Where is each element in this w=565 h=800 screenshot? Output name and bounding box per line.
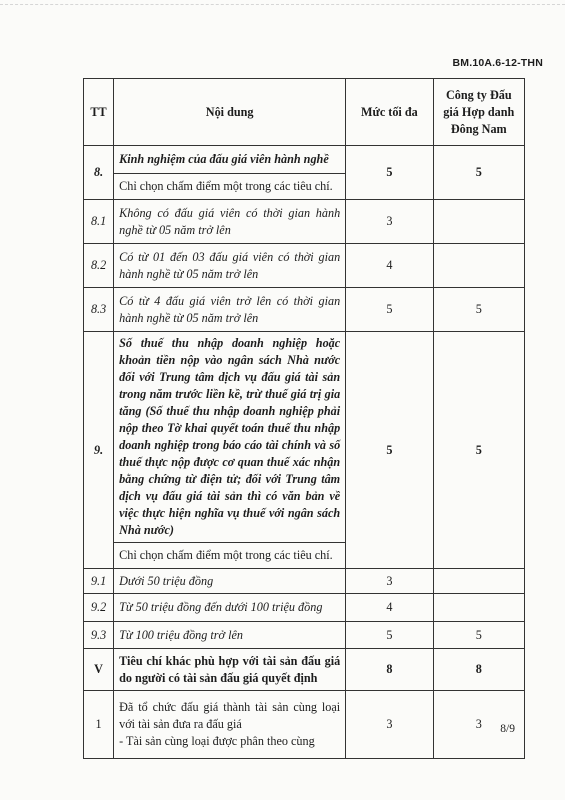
table-row — [84, 332, 525, 543]
row-1-tt: 1 — [84, 691, 114, 759]
table-row — [84, 691, 525, 759]
row-8-max: 5 — [346, 146, 433, 200]
scoring-table — [83, 78, 525, 759]
row-9-3-max: 5 — [346, 622, 433, 649]
table-row — [84, 569, 525, 594]
row-9-3-content: Từ 100 triệu đồng trở lên — [114, 622, 346, 649]
row-1-max: 3 — [346, 691, 433, 759]
row-9-tt: 9. — [84, 332, 114, 569]
table-row — [84, 200, 525, 244]
row-9-2-content: Từ 50 triệu đồng đến dưới 100 triệu đồng — [114, 594, 346, 622]
row-9-3-tt: 9.3 — [84, 622, 114, 649]
row-9-score: 5 — [433, 332, 524, 569]
row-8-3-score: 5 — [433, 288, 524, 332]
table-row — [84, 244, 525, 288]
row-1-content — [114, 691, 346, 759]
row-v-tt: V — [84, 649, 114, 691]
row-8-1-max: 3 — [346, 200, 433, 244]
row-9-1-content: Dưới 50 triệu đồng — [114, 569, 346, 594]
row-8-1-content: Không có đấu giá viên có thời gian hành nghề từ 05 năm trở lên — [114, 200, 346, 244]
header-company: Công ty Đấu giá Hợp danh Đông Nam — [433, 79, 524, 146]
row-9-note: Chỉ chọn chấm điểm một trong các tiêu chí. — [114, 543, 346, 569]
table-row — [84, 594, 525, 622]
row-1-score: 3 — [433, 691, 524, 759]
row-9-max: 5 — [346, 332, 433, 569]
header-max: Mức tối đa — [346, 79, 433, 146]
row-8-1-tt: 8.1 — [84, 200, 114, 244]
table-row — [84, 288, 525, 332]
row-8-score: 5 — [433, 146, 524, 200]
row-v-max: 8 — [346, 649, 433, 691]
row-9-1-score — [433, 569, 524, 594]
row-8-3-max: 5 — [346, 288, 433, 332]
row-8-2-max: 4 — [346, 244, 433, 288]
row-v-content: Tiêu chí khác phù hợp với tài sản đấu giá do người có tài sản đấu giá quyết định — [114, 649, 346, 691]
table-row — [84, 622, 525, 649]
table-header-row — [84, 79, 525, 146]
row-8-2-content: Có từ 01 đến 03 đấu giá viên có thời gian hành nghề từ 05 năm trở lên — [114, 244, 346, 288]
row-8-2-score — [433, 244, 524, 288]
row-1-line2: - Tài sản cùng loại được phân theo cùng — [119, 734, 315, 748]
row-1-line1: Đã tổ chức đấu giá thành tài sản cùng loại với tài sản đưa ra đấu giá — [119, 700, 341, 731]
top-scan-rule — [0, 4, 565, 5]
row-8-1-score — [433, 200, 524, 244]
row-9-2-tt: 9.2 — [84, 594, 114, 622]
row-v-score: 8 — [433, 649, 524, 691]
row-9-1-max: 3 — [346, 569, 433, 594]
row-8-3-content: Có từ 4 đấu giá viên trở lên có thời gian hành nghề từ 05 năm trở lên — [114, 288, 346, 332]
row-8-2-tt: 8.2 — [84, 244, 114, 288]
header-content: Nội dung — [114, 79, 346, 146]
row-9-2-max: 4 — [346, 594, 433, 622]
document-code: BM.10A.6-12-THN — [452, 57, 543, 69]
table-row — [84, 649, 525, 691]
row-9-3-score: 5 — [433, 622, 524, 649]
table-row — [84, 146, 525, 174]
row-9-2-score — [433, 594, 524, 622]
row-8-tt: 8. — [84, 146, 114, 200]
row-9-title: Số thuế thu nhập doanh nghiệp hoặc khoản tiền nộp vào ngân sách Nhà nước đối với Trung tâm dịch vụ đấu giá tài sản trong năm trước liền kề, trừ thuế giá trị gia tăng (Số thuế thu nhập doanh nghiệp phải nộp theo Tờ khai quyết toán thuế thu nhập doanh nghiệp trong báo cáo tài chính và số thuế thực nộp được cơ quan thuế xác nhận bằng chứng từ điện tử; đối với Trung tâm dịch vụ đấu giá tài sản thì có văn bản về việc thực hiện nghĩa vụ thuế với ngân sách Nhà nước) — [114, 332, 346, 543]
row-8-3-tt: 8.3 — [84, 288, 114, 332]
page-number: 8/9 — [500, 723, 515, 735]
row-9-1-tt: 9.1 — [84, 569, 114, 594]
row-8-note: Chỉ chọn chấm điểm một trong các tiêu chí. — [114, 174, 346, 200]
row-8-title: Kinh nghiệm của đấu giá viên hành nghề — [114, 146, 346, 174]
header-tt: TT — [84, 79, 114, 146]
